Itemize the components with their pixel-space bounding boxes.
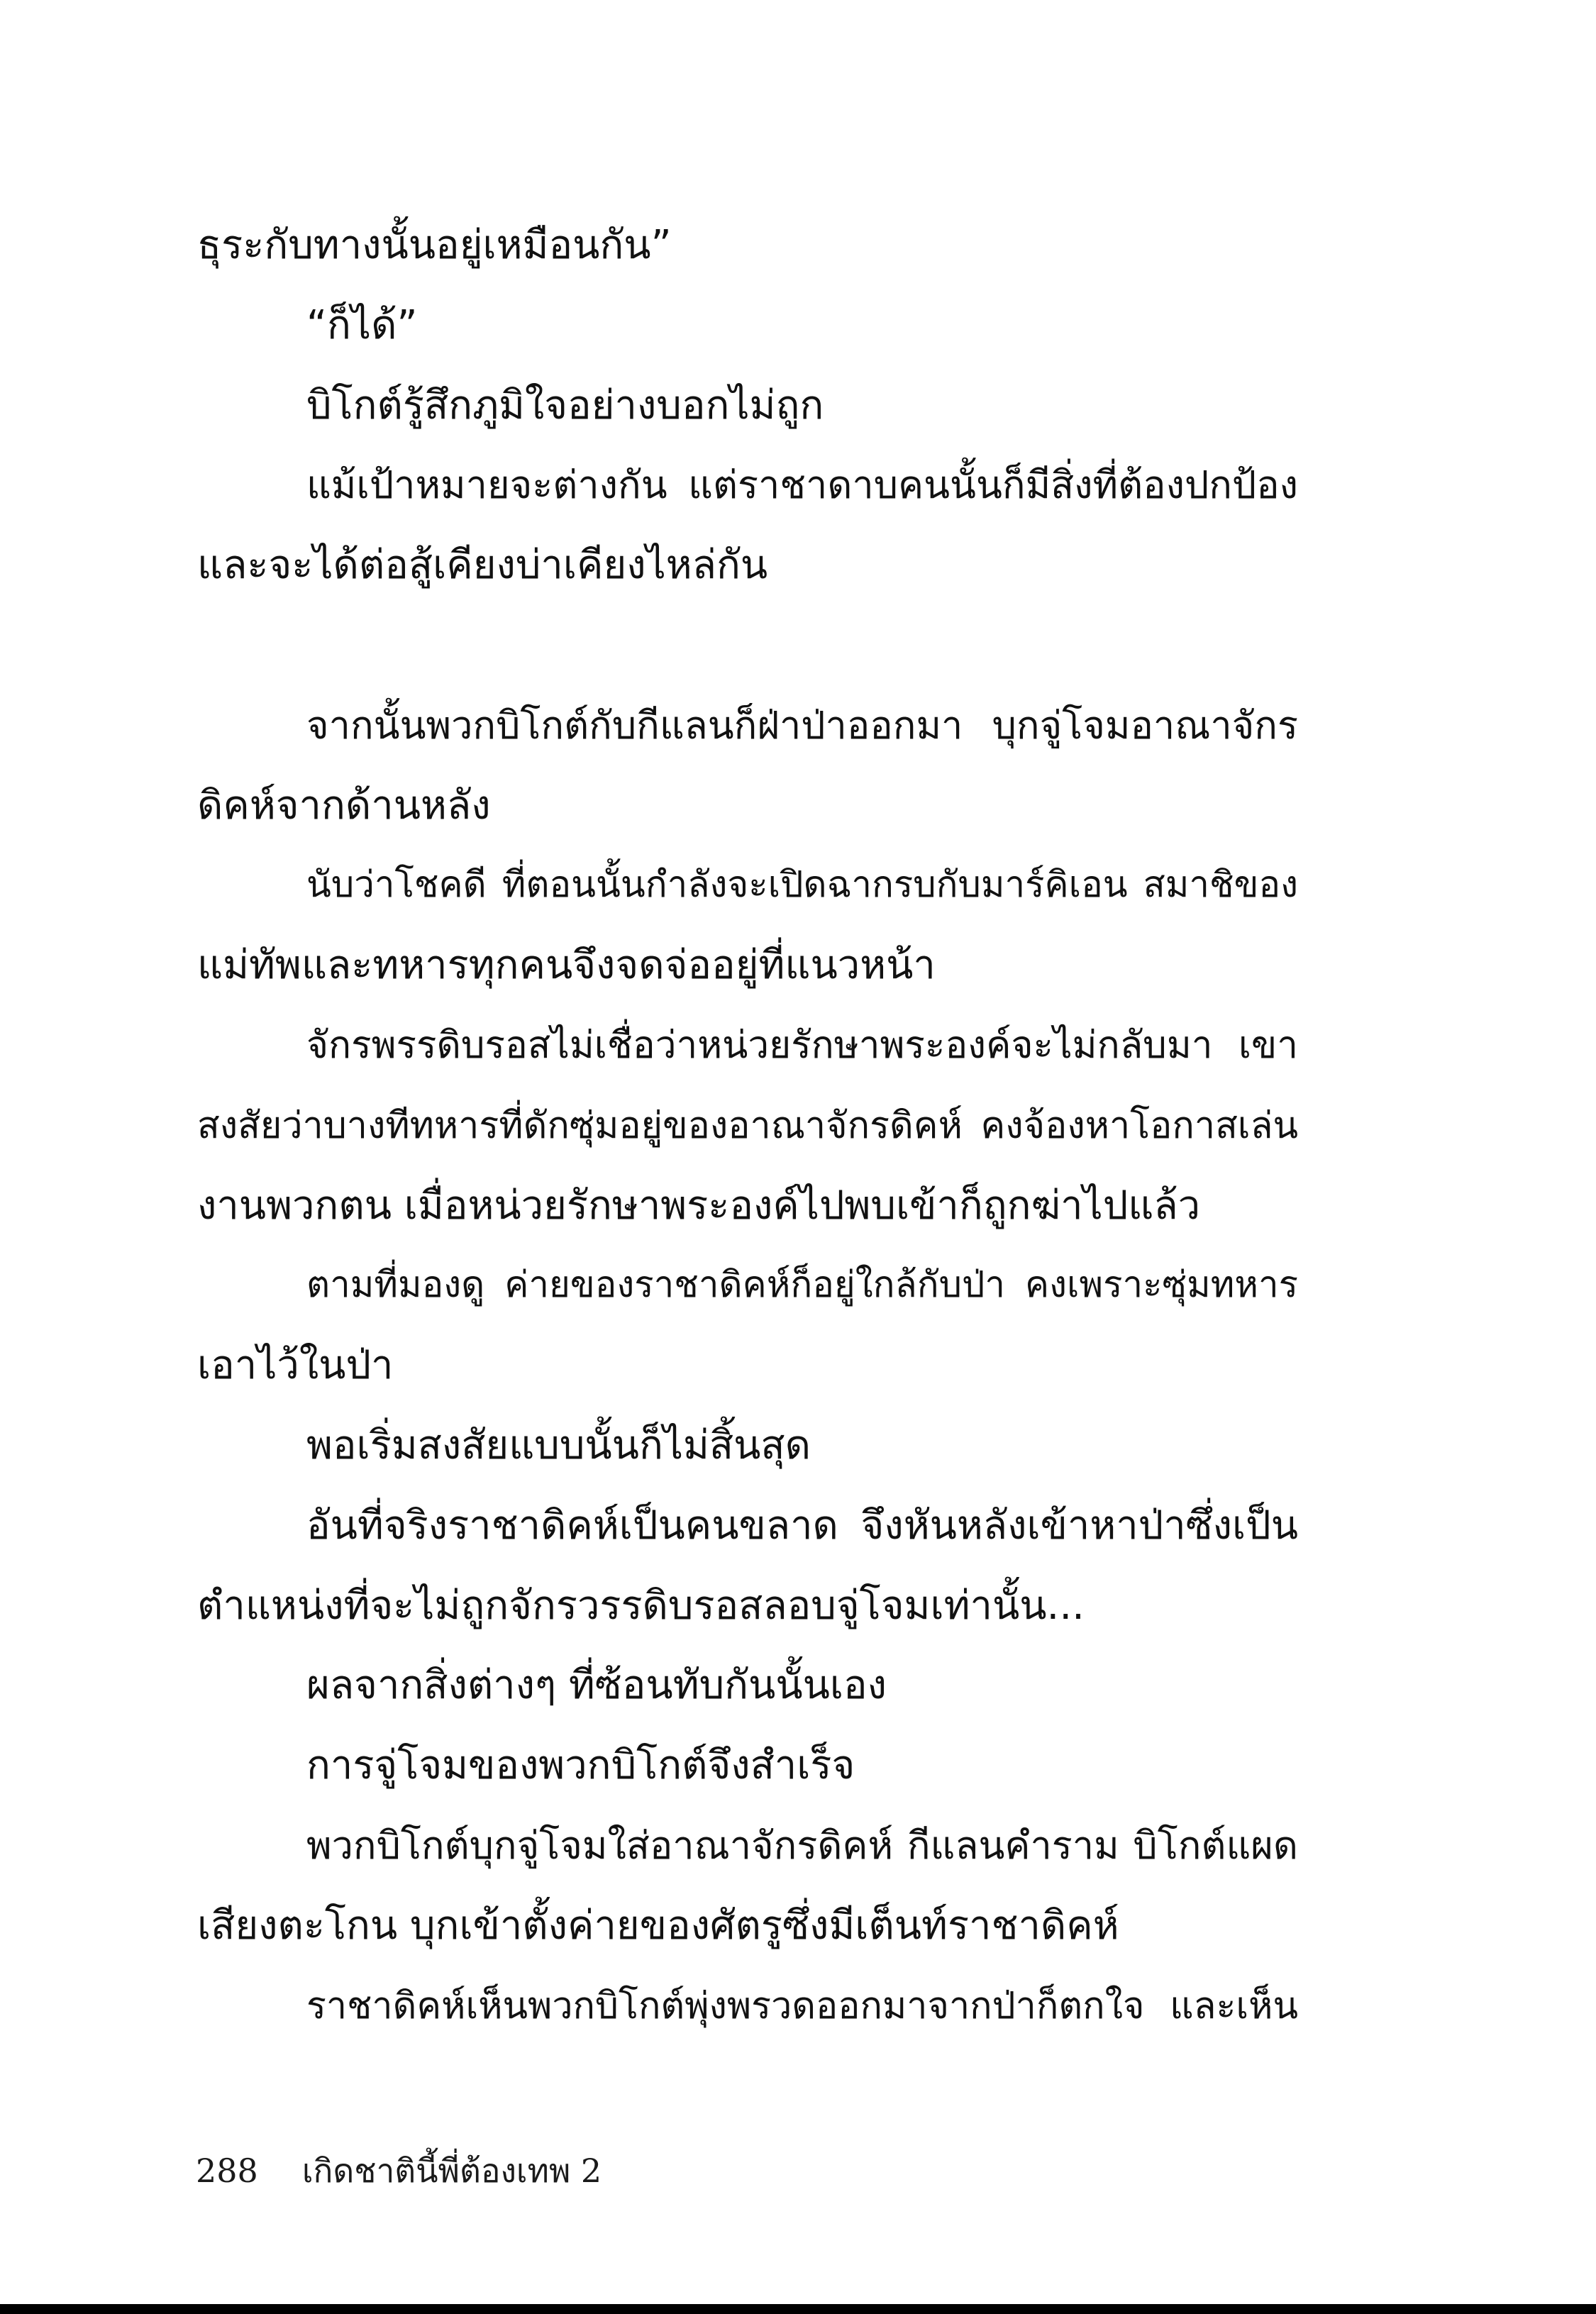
book-title: เกิดชาตินี้พี่ต้องเทพ 2 xyxy=(301,2152,602,2190)
text-line: พอเริ่มสงสัยแบบนั้นก็ไม่สิ้นสุด xyxy=(306,1422,811,1468)
text-line: ตามที่มองดู ค่ายของราชาดิคห์ก็อยู่ใกล้กับป่า คงเพราะซุ่มทหาร xyxy=(306,1264,1298,1307)
body-text xyxy=(197,206,1298,2046)
text-line: และจะได้ต่อสู้เคียงบ่าเคียงไหล่กัน xyxy=(197,542,768,589)
text-line: จากนั้นพวกบิโกต์กับกีแลนก็ฝ่าป่าออกมา บุกจู่โจมอาณาจักร xyxy=(306,702,1298,748)
text-line: จักรพรรดิบรอสไม่เชื่อว่าหน่วยรักษาพระองค์จะไม่กลับมา เขา xyxy=(306,1023,1298,1067)
text-line: เสียงตะโกน บุกเข้าตั้งค่ายของศัตรูซึ่งมีเต็นท์ราชาดิคห์ xyxy=(197,1902,1119,1949)
bottom-border xyxy=(0,2304,1596,2314)
text-line: การจู่โจมของพวกบิโกต์จึงสำเร็จ xyxy=(306,1742,855,1789)
text-line: เอาไว้ในป่า xyxy=(197,1342,394,1389)
text-line: สงสัยว่าบางทีทหารที่ดักซุ่มอยู่ของอาณาจักรดิคห์ คงจ้องหาโอกาสเล่น xyxy=(197,1104,1298,1147)
page-footer xyxy=(196,2149,602,2192)
text-line: ราชาดิคห์เห็นพวกบิโกต์พุ่งพรวดออกมาจากป่าก็ตกใจ และเห็น xyxy=(306,1984,1298,2027)
text-line: บิโกต์รู้สึกภูมิใจอย่างบอกไม่ถูก xyxy=(306,382,824,428)
text-line: งานพวกตน เมื่อหน่วยรักษาพระองค์ไปพบเข้าก็ถูกฆ่าไปแล้ว xyxy=(197,1182,1201,1229)
text-line: ดิคห์จากด้านหลัง xyxy=(197,782,491,829)
text-line: “ก็ได้” xyxy=(306,301,418,348)
text-line: ผลจากสิ่งต่างๆ ที่ซ้อนทับกันนั้นเอง xyxy=(306,1662,887,1709)
text-line: อันที่จริงราชาดิคห์เป็นคนขลาด จึงหันหลังเข้าหาป่าซึ่งเป็น xyxy=(306,1502,1298,1549)
page-number: 288 xyxy=(196,2152,258,2190)
text-line: นับว่าโชคดี ที่ตอนนั้นกำลังจะเปิดฉากรบกับมาร์คิเอน สมาชิของ xyxy=(306,864,1298,907)
text-line: แม้เป้าหมายจะต่างกัน แต่ราชาดาบคนนั้นก็มีสิ่งที่ต้องปกป้อง xyxy=(306,463,1298,508)
text-line: แม่ทัพและทหารทุกคนจึงจดจ่ออยู่ที่แนวหน้า xyxy=(197,942,936,989)
blank-line xyxy=(197,606,1298,686)
text-line: พวกบิโกต์บุกจู่โจมใส่อาณาจักรดิคห์ กีแลนคำราม บิโกต์แผด xyxy=(306,1822,1298,1868)
text-line: ตำแหน่งที่จะไม่ถูกจักรวรรดิบรอสลอบจู่โจมเท่านั้น... xyxy=(197,1582,1085,1629)
text-line: ธุระกับทางนั้นอยู่เหมือนกัน” xyxy=(197,222,672,268)
